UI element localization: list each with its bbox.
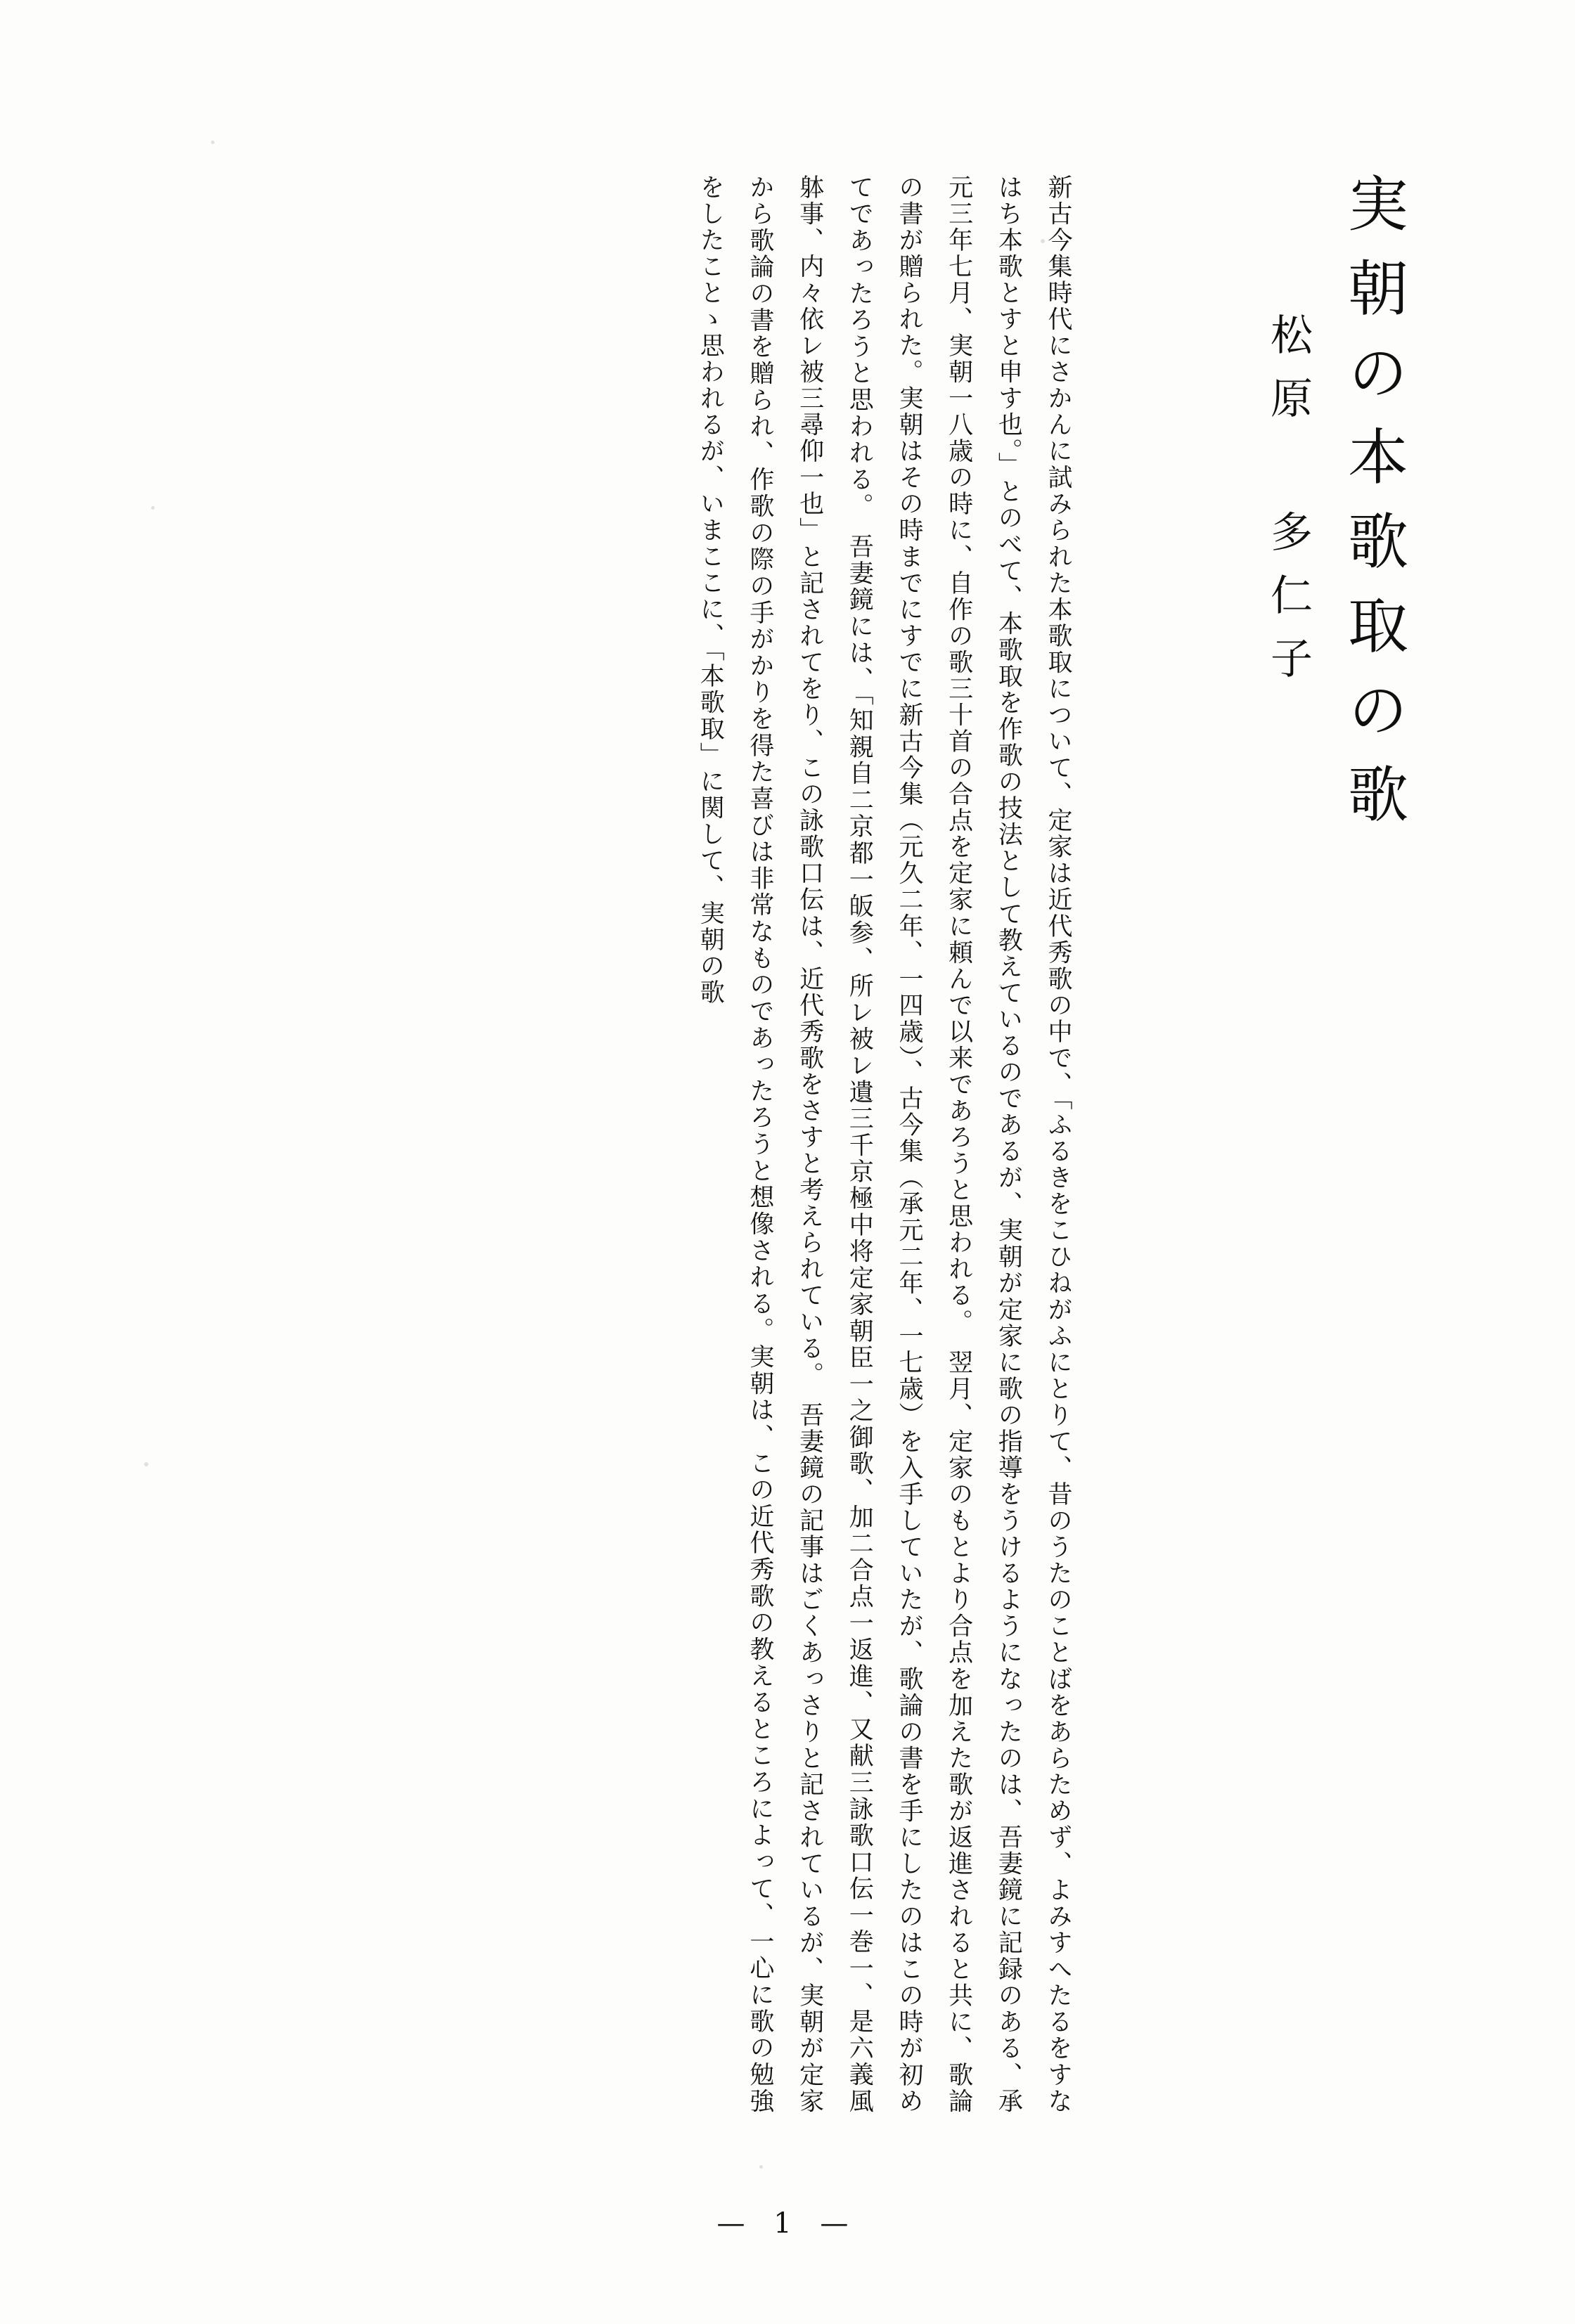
page-number: — 1 — xyxy=(716,2207,859,2240)
title-block xyxy=(1258,172,1408,1930)
paper-speck xyxy=(151,506,155,510)
body-text xyxy=(197,174,1083,2115)
paper-speck xyxy=(211,141,214,144)
body-paragraph: 新古今集時代にさかんに試みられた本歌取について、定家は近代秀歌の中で、「ふるきをこひねがふにとりて、昔のうたのことばをあらためず、よみすへたるをすなはち本歌とすと申す也。」とのべて、本歌取を作歌の技法として教えているのであるが、実朝が定家に歌の指導をうけるようになったのは、吾妻鏡に記録のある、承元三年七月、実朝一八歳の時に、自作の歌三十首の合点を定家に頼んで以来であろうと思われる。 翌月、定家のもとより合点を加えた歌が返進されると共に、歌論の書が贈られた。実朝はその時までにすでに新古今集（元久二年、一四歳）、古今集（承元二年、一七歳）を入手していたが、歌論の書を手にしたのはこの時が初めてであったろうと思われる。 吾妻鏡には、「知親自二京都一皈参、所レ被レ遺三千京極中将定家朝臣一之御歌、加二合点一返進、又献三詠歌口伝一巻一、是六義風躰事、内々依レ被三尋仰一也」と記されてをり、この詠歌口伝は、近代秀歌をさすと考えられている。 吾妻鏡の記事はごくあっさりと記されているが、実朝が定家から歌論の書を贈られ、作歌の際の手がかりを得た喜びは非常なものであったろうと想像される。実朝は、この近代秀歌の教えるところによって、一心に歌の勉強をしたことゝ思われるが、いまここに、「本歌取」に関して、実朝の歌 xyxy=(696,174,1072,2115)
author-name: 松原 多仁子 xyxy=(1264,313,1313,699)
paper-speck xyxy=(759,2165,763,2169)
paper-speck xyxy=(144,1462,148,1466)
page-title: 実朝の本歌取の歌 xyxy=(1337,172,1408,847)
